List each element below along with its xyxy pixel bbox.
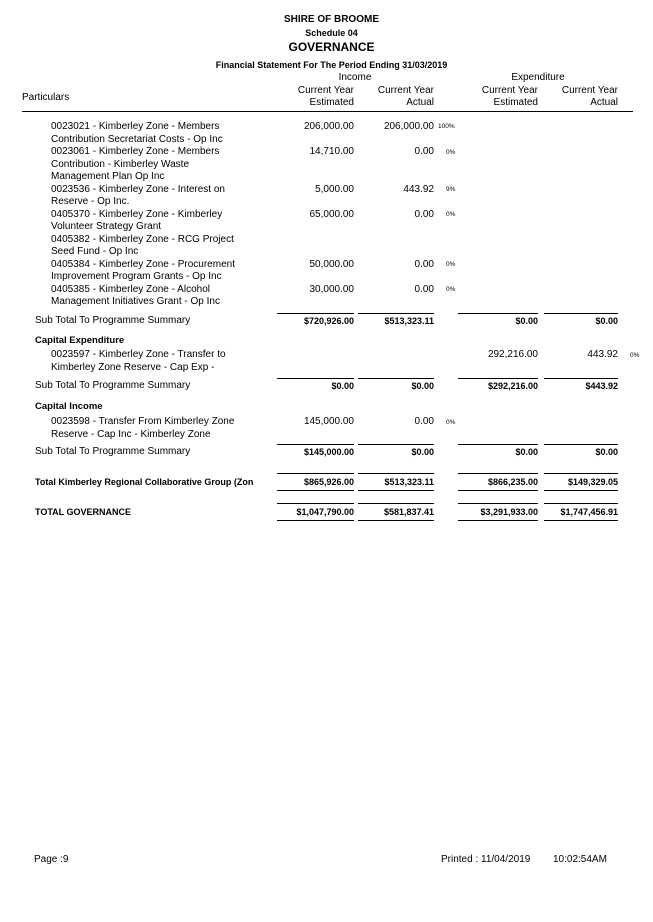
line-text: Volunteer Strategy Grant (51, 221, 162, 232)
percent-of-estimate: 0% (446, 261, 456, 268)
subtotal-rule (277, 444, 354, 445)
percent-of-estimate: 0% (446, 149, 456, 156)
total-rule (358, 520, 434, 521)
subtotal-rule (358, 313, 434, 314)
group-total-expenditure-actual: $149,329.05 (567, 477, 618, 487)
inc-act-header-line1: Current Year (377, 85, 434, 96)
subtotal-rule (458, 313, 538, 314)
line-text: 0405370 - Kimberley Zone - Kimberley (51, 208, 223, 220)
subtotal-rule (358, 378, 434, 379)
total-rule (277, 520, 354, 521)
percent-of-estimate: 0% (446, 286, 456, 293)
subtotal-expenditure-estimated: $0.00 (515, 447, 538, 457)
percent-of-estimate: 0% (630, 352, 640, 359)
exp-est-header-line1: Current Year (481, 85, 538, 96)
percent-of-estimate: 100% (438, 123, 455, 130)
line-text: 0023597 - Kimberley Zone - Transfer to (51, 349, 226, 360)
printed-time: 10:02:54AM (553, 854, 607, 865)
total-rule (458, 503, 538, 504)
line-text: 0023061 - Kimberley Zone - Members (51, 146, 220, 157)
income-actual: 0.00 (414, 283, 434, 295)
subtotal-income-estimated: $145,000.00 (303, 447, 354, 457)
expenditure-actual: 443.92 (587, 349, 618, 360)
total-rule (544, 503, 618, 504)
subtotal-rule (544, 378, 618, 379)
percent-of-estimate: 9% (446, 186, 456, 193)
line-text: 0405382 - Kimberley Zone - RCG Project (51, 233, 234, 245)
grand-total-expenditure-estimated: $3,291,933.00 (480, 507, 538, 517)
line-text: Seed Fund - Op Inc (51, 246, 139, 257)
income-estimated: 30,000.00 (309, 283, 354, 295)
inc-act-header-line2: Actual (406, 97, 434, 108)
line-text: 0023021 - Kimberley Zone - Members (51, 121, 220, 132)
subtotal-label: Sub Total To Programme Summary (35, 315, 191, 326)
expenditure-header: Expenditure (511, 72, 565, 83)
page-number: Page :9 (34, 854, 69, 865)
subtotal-income-actual: $513,323.11 (384, 316, 434, 326)
capital-expenditure-heading: Capital Expenditure (35, 335, 125, 346)
income-estimated: 206,000.00 (303, 121, 354, 132)
subtotal-income-estimated: $720,926.00 (303, 316, 354, 326)
subtotal-rule (277, 313, 354, 314)
subtotal-income-actual: $0.00 (411, 447, 434, 457)
inc-est-header-line1: Current Year (297, 85, 354, 96)
program-title: GOVERNANCE (288, 40, 375, 54)
line-text: Contribution - Kimberley Waste (51, 158, 190, 170)
capital-income-heading: Capital Income (35, 401, 103, 412)
line-text: Reserve - Op Inc. (51, 196, 130, 207)
total-rule (277, 473, 354, 474)
income-actual: 0.00 (414, 416, 434, 427)
total-rule (544, 473, 618, 474)
percent-of-estimate: 0% (446, 419, 456, 426)
grand-total-label: TOTAL GOVERNANCE (35, 507, 132, 517)
grand-total-income-estimated: $1,047,790.00 (296, 507, 354, 517)
total-rule (358, 490, 434, 491)
subtotal-income-actual: $0.00 (411, 381, 434, 391)
total-rule (358, 503, 434, 504)
income-header: Income (338, 72, 372, 83)
total-rule (458, 490, 538, 491)
group-total-income-estimated: $865,926.00 (303, 477, 354, 487)
group-total-income-actual: $513,323.11 (384, 477, 434, 487)
total-rule (544, 490, 618, 491)
line-text: Management Plan Op Inc (51, 171, 165, 182)
income-actual: 0.00 (414, 208, 434, 220)
group-total-expenditure-estimated: $866,235.00 (487, 477, 538, 487)
exp-act-header-line2: Actual (590, 97, 618, 108)
total-rule (277, 490, 354, 491)
subtotal-rule (277, 378, 354, 379)
grand-total-income-actual: $581,837.41 (383, 507, 434, 517)
subtotal-rule (544, 444, 618, 445)
subtotal-expenditure-estimated: $292,216.00 (487, 381, 538, 391)
total-rule (458, 473, 538, 474)
subtotal-expenditure-actual: $443.92 (585, 381, 618, 391)
income-estimated: 5,000.00 (315, 183, 354, 195)
total-rule (544, 520, 618, 521)
subtotal-label: Sub Total To Programme Summary (35, 380, 191, 391)
subtotal-rule (358, 444, 434, 445)
total-rule (358, 473, 434, 474)
grand-total-expenditure-actual: $1,747,456.91 (560, 507, 618, 517)
subtotal-rule (458, 444, 538, 445)
subtotal-rule (544, 313, 618, 314)
income-actual: 0.00 (414, 146, 434, 157)
line-text: Contribution Secretariat Costs - Op Inc (51, 133, 223, 145)
line-text: Kimberley Zone Reserve - Cap Exp - (51, 361, 215, 373)
particulars-header: Particulars (22, 92, 70, 103)
exp-est-header-line2: Estimated (493, 97, 538, 108)
subtotal-expenditure-estimated: $0.00 (515, 316, 538, 326)
statement-title: Financial Statement For The Period Ending 31/03/2019 (215, 60, 448, 70)
subtotal-label: Sub Total To Programme Summary (35, 446, 191, 457)
inc-est-header-line2: Estimated (309, 97, 354, 108)
subtotal-expenditure-actual: $0.00 (595, 447, 618, 457)
total-rule (277, 503, 354, 504)
schedule-label: Schedule 04 (305, 28, 358, 38)
income-estimated: 14,710.00 (309, 146, 354, 157)
subtotal-rule (458, 378, 538, 379)
line-text: Improvement Program Grants - Op Inc (51, 271, 222, 282)
income-estimated: 50,000.00 (309, 258, 354, 270)
exp-act-header-line1: Current Year (561, 85, 618, 96)
line-text: 0405385 - Kimberley Zone - Alcohol (51, 283, 210, 295)
percent-of-estimate: 0% (446, 211, 456, 218)
line-text: Management Initiatives Grant - Op Inc (51, 296, 220, 307)
subtotal-expenditure-actual: $0.00 (595, 316, 618, 326)
line-text: 0023598 - Transfer From Kimberley Zone (51, 416, 235, 427)
group-total-label: Total Kimberley Regional Collaborative Group (Zon (35, 477, 254, 487)
line-text: Reserve - Cap Inc - Kimberley Zone (51, 428, 211, 440)
subtotal-income-estimated: $0.00 (331, 381, 354, 391)
income-estimated: 145,000.00 (303, 416, 354, 427)
org-name: SHIRE OF BROOME (283, 14, 379, 25)
income-actual: 206,000.00 (383, 121, 434, 132)
printed-date: Printed : 11/04/2019 (441, 854, 531, 865)
income-estimated: 65,000.00 (309, 208, 354, 220)
income-actual: 0.00 (414, 258, 434, 270)
header-divider (22, 111, 633, 112)
income-actual: 443.92 (403, 183, 434, 195)
total-rule (458, 520, 538, 521)
expenditure-estimated: 292,216.00 (487, 349, 538, 360)
line-text: 0405384 - Kimberley Zone - Procurement (51, 258, 235, 270)
line-text: 0023536 - Kimberley Zone - Interest on (51, 183, 225, 195)
